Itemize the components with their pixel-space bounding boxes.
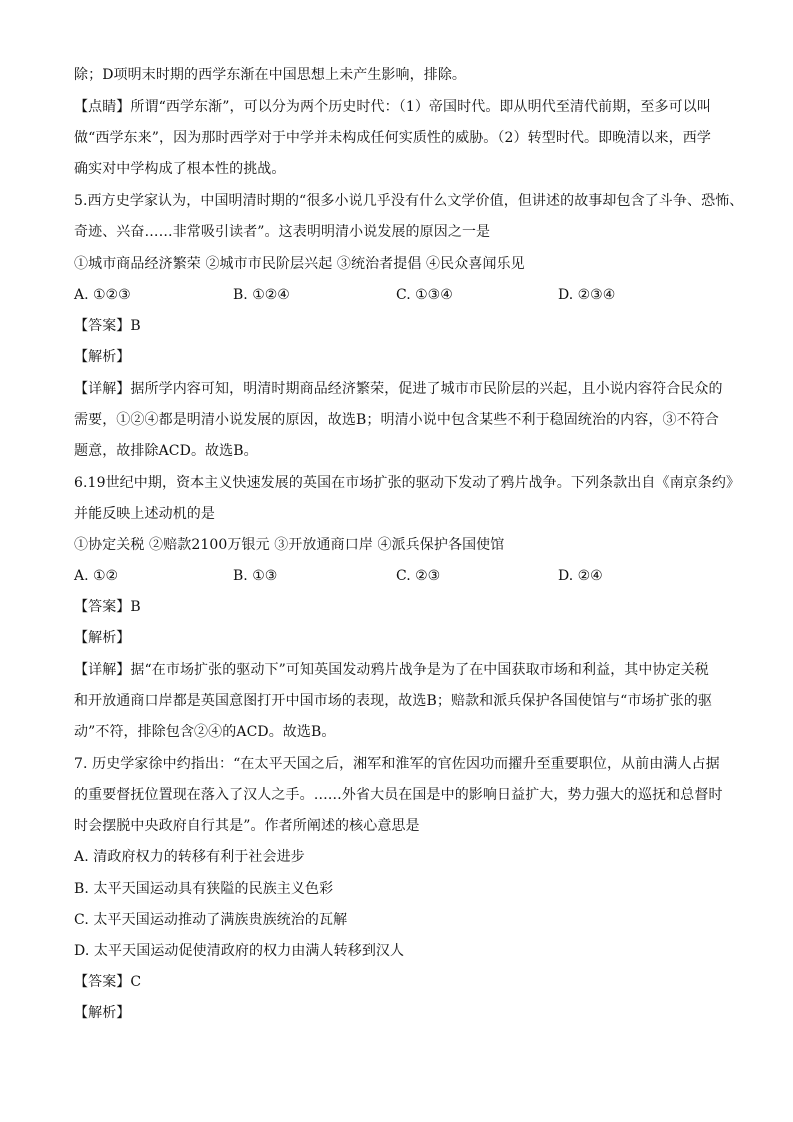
question-5-stem: 奇迹、兴奋……非常吸引读者”。这表明明清小说发展的原因之一是 (74, 224, 491, 240)
question-6-option-c: C. ②③ (396, 568, 441, 584)
answer-label: 【答案】C (74, 974, 142, 990)
text-line: 确实对中学构成了根本性的挑战。 (74, 161, 286, 177)
question-6-option-d: D. ②④ (558, 568, 603, 584)
analysis-label: 【解析】 (74, 630, 131, 646)
text-line: 【点睛】所谓“西学东渐”，可以分为两个历史时代：（1）帝国时代。即从明代至清代前期，至多可以叫 (74, 99, 711, 115)
text-line: 【详解】据“在市场扩张的驱动下”可知英国发动鸦片战争是为了在中国获取市场和利益，其中协定关税 (74, 662, 709, 678)
text-line: 和开放通商口岸都是英国意图打开中国市场的表现，故选B；赔款和派兵保护各国使馆与“市场扩张的驱 (74, 693, 713, 709)
question-5-option-d: D. ②③④ (558, 287, 616, 303)
text-line: 做“西学东来”，因为那时西学对于中学并未构成任何实质性的威胁。（2）转型时代。即晚清以来，西学 (74, 130, 711, 146)
question-6-option-b: B. ①③ (233, 568, 278, 584)
question-7-stem: 的重要督抚位置现在落入了汉人之手。……外省大员在国是中的影响日益扩大，势力强大的巡抚和总督时 (74, 787, 723, 803)
question-6-stem: 6.19世纪中期，资本主义快速发展的英国在市场扩张的驱动下发动了鸦片战争。下列条款出自《南京条约》 (74, 475, 741, 491)
question-6-items: ①协定关税 ②赔款2100万银元 ③开放通商口岸 ④派兵保护各国使馆 (74, 537, 505, 553)
question-7-option-b: B. 太平天国运动具有狭隘的民族主义色彩 (74, 881, 334, 897)
text-line: 除；D项明末时期的西学东渐在中国思想上未产生影响，排除。 (74, 67, 467, 83)
question-6-option-a: A. ①② (74, 568, 119, 584)
question-5-stem: 5.西方史学家认为，中国明清时期的“很多小说几乎没有什么文学价值，但讲述的故事却包含了斗争、恐怖、 (74, 193, 744, 209)
analysis-label: 【解析】 (74, 349, 131, 365)
answer-label: 【答案】B (74, 599, 141, 615)
answer-label: 【答案】B (74, 318, 141, 334)
text-line: 需要，①②④都是明清小说发展的原因，故选B；明清小说中包含某些不利于稳固统治的内容，③不符合 (74, 412, 719, 428)
question-7-stem: 7. 历史学家徐中约指出：“在太平天国之后，湘军和淮军的官佐因功而擢升至重要职位，从前由满人占据 (74, 756, 720, 772)
question-5-option-a: A. ①②③ (74, 287, 131, 303)
question-5-option-c: C. ①③④ (396, 287, 453, 303)
question-7-option-a: A. 清政府权力的转移有利于社会进步 (74, 849, 305, 865)
question-5-items: ①城市商品经济繁荣 ②城市市民阶层兴起 ③统治者提倡 ④民众喜闻乐见 (74, 256, 525, 272)
text-line: 动”不符，排除包含②④的ACD。故选B。 (74, 724, 336, 740)
question-7-option-c: C. 太平天国运动推动了满族贵族统治的瓦解 (74, 912, 348, 928)
question-6-stem: 并能反映上述动机的是 (74, 506, 215, 522)
analysis-label: 【解析】 (74, 1005, 131, 1021)
text-line: 题意，故排除ACD。故选B。 (74, 443, 258, 459)
text-line: 【详解】据所学内容可知，明清时期商品经济繁荣，促进了城市市民阶层的兴起，且小说内容符合民众的 (74, 381, 723, 397)
question-5-option-b: B. ①②④ (233, 287, 290, 303)
question-7-option-d: D. 太平天国运动促使清政府的权力由满人转移到汉人 (74, 943, 405, 959)
question-7-stem: 时会摆脱中央政府自行其是”。作者所阐述的核心意思是 (74, 818, 420, 834)
